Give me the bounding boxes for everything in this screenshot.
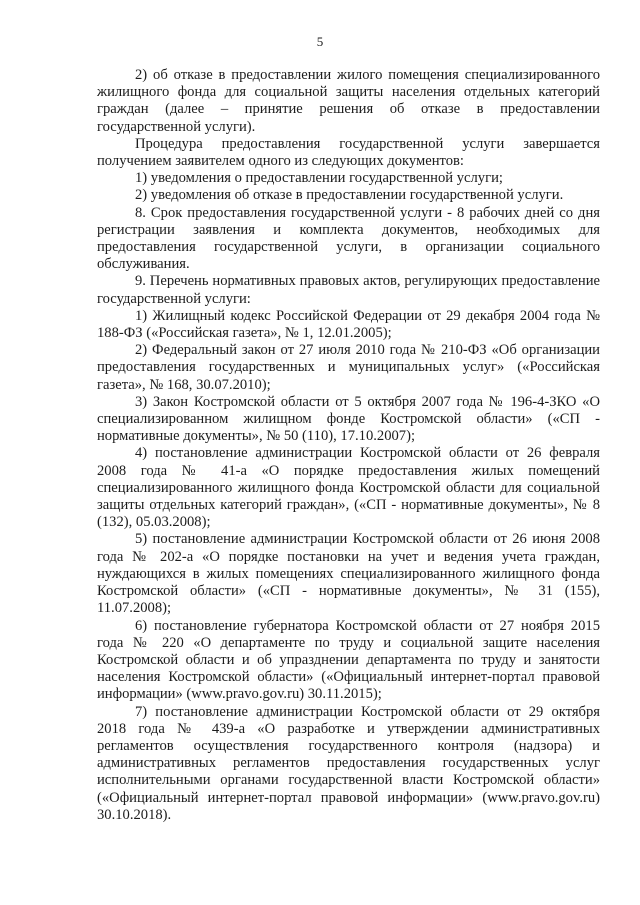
paragraph-service-term: 8. Срок предоставления государственной услуги - 8 рабочих дней со дня регистрации заявления и комплекта документов, необходимых для предоставления государственной услуги, в организации социального обслуживания. bbox=[97, 204, 600, 273]
legal-act-resolution-41a: 4) постановление администрации Костромской области от 26 февраля 2008 года № 41-а «О порядке предоставления жилых помещений специализированного жилищного фонда Костромской области для социальной защиты отдельных категорий граждан», («СП - нормативные документы», № 8 (132), 05.03.2008); bbox=[97, 445, 600, 531]
paragraph-procedure-completion: Процедура предоставления государственной услуги завершается получением заявителем одного из следующих документов: bbox=[97, 135, 600, 170]
legal-act-federal-law-210: 2) Федеральный закон от 27 июля 2010 года № 210-ФЗ «Об организации предоставления государственных и муниципальных услуг» («Российская газета», № 168, 30.07.2010); bbox=[97, 342, 600, 393]
page-number: 5 bbox=[316, 34, 324, 49]
legal-act-governor-resolution-220: 6) постановление губернатора Костромской области от 27 ноября 2015 года № 220 «О департаменте по труду и социальной защите населения Костромской области и об упразднении департамента по труду и занятости населения Костромской области» («Официальный интернет-портал правовой информации» (www.pravo.gov.ru) 30.11.2015); bbox=[97, 617, 600, 703]
legal-act-kostroma-law-196: 3) Закон Костромской области от 5 октября 2007 года № 196-4-ЗКО «О специализированном жилищном фонде Костромской области» («СП - нормативные документы», № 50 (110), 17.10.2007); bbox=[97, 393, 600, 445]
paragraph-legal-acts-heading: 9. Перечень нормативных правовых актов, регулирующих предоставление государственной услуги: bbox=[97, 273, 600, 307]
legal-act-housing-code: 1) Жилищный кодекс Российской Федерации от 29 декабря 2004 года № 188-ФЗ («Российская газета», № 1, 12.01.2005); bbox=[97, 307, 600, 342]
list-item-notification-refused: 2) уведомления об отказе в предоставлении государственной услуги. bbox=[135, 187, 564, 204]
paragraph-refusal-decision: 2) об отказе в предоставлении жилого помещения специализированного жилищного фонда для социальной защиты населения отдельных категорий граждан (далее – принятие решения об отказе в предоставлении государственной услуги). bbox=[97, 67, 600, 135]
list-item-notification-granted: 1) уведомления о предоставлении государственной услуги; bbox=[135, 170, 503, 187]
legal-act-resolution-439a: 7) постановление администрации Костромской области от 29 октября 2018 года № 439-а «О разработке и утверждении административных регламентов осуществления государственного контроля (надзора) и административных регламентов предоставления государственных услуг исполнительными органами государственной власти Костромской области» («Официальный интернет-портал правовой информации» (www.pravo.gov.ru) 30.10.2018). bbox=[97, 703, 600, 823]
legal-act-resolution-202a: 5) постановление администрации Костромской области от 26 июня 2008 года № 202-а «О порядке постановки на учет и ведения учета граждан, нуждающихся в жилых помещениях специализированного жилищного фонда Костромской области» («СП - нормативные документы», № 31 (155), 11.07.2008); bbox=[97, 531, 600, 617]
document-body bbox=[97, 67, 600, 824]
